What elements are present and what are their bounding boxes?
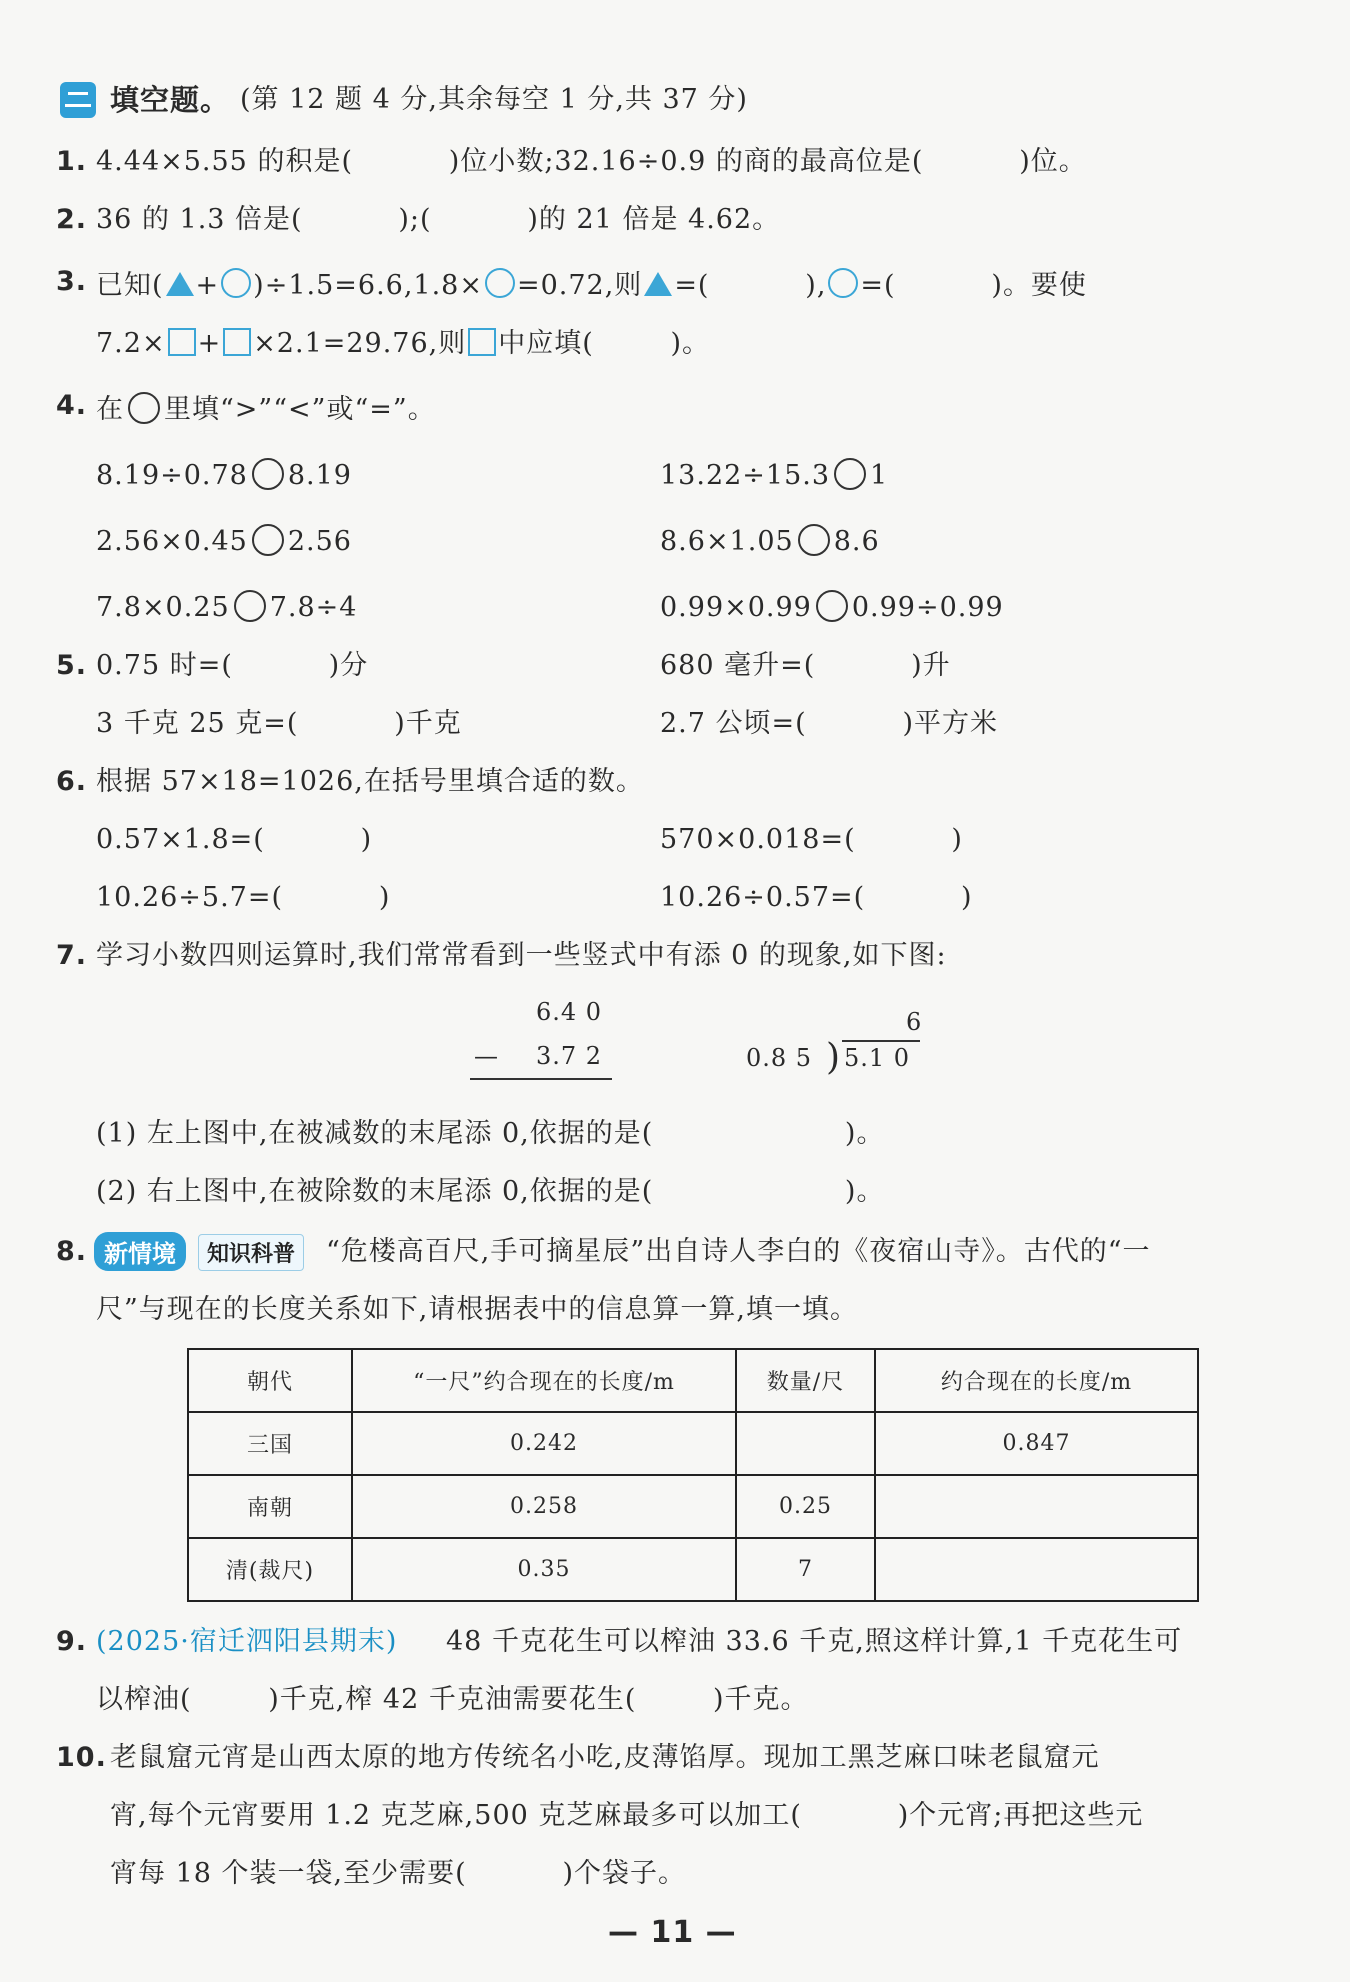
q4-text: 在 里填“>”“<”或“=”。 [96,394,436,425]
division-quotient: 6 [906,1008,923,1036]
q4-item: 0.99×0.99 0.99÷0.99 [660,592,1004,623]
subtraction-rule [470,1078,612,1080]
division-dividend: 5.1 0 [844,1044,911,1072]
q3-line2: 7.2× + ×2.1=29.76,则 中应填( )。 [96,328,710,359]
q5-item: 3 千克 25 克=( )千克 [96,708,462,739]
q4-item: 8.19÷0.78 8.19 [96,460,352,491]
q6-item: 10.26÷0.57=( ) [660,882,973,913]
q6-item: 570×0.018=( ) [660,824,963,855]
square-icon [223,328,251,356]
table-header: 数量/尺 [736,1349,875,1412]
q9-text-line2: 以榨油( )千克,榨 42 千克油需要花生( )千克。 [96,1684,809,1715]
table-cell: 南朝 [188,1475,352,1538]
q6-item: 0.57×1.8=( ) [96,824,373,855]
q5-item: 0.75 时=( )分 [96,650,369,681]
division-bar [842,1040,920,1042]
q9-number: 9. [56,1626,88,1657]
subtraction-minus: — [474,1042,499,1070]
q5-item: 680 毫升=( )升 [660,650,951,681]
table-cell: 0.242 [352,1412,736,1475]
q8-text-line2: 尺”与现在的长度关系如下,请根据表中的信息算一算,填一填。 [96,1294,858,1325]
section-icon [60,82,96,118]
q6-number: 6. [56,766,88,797]
q6-item: 10.26÷5.7=( ) [96,882,391,913]
q10-number: 10. [56,1742,107,1773]
q7-part2: (2) 右上图中,在被除数的末尾添 0,依据的是( )。 [96,1176,885,1207]
table-header: 约合现在的长度/m [875,1349,1198,1412]
q3-line1: 已知( + )÷1.5=6.6,1.8× =0.72,则 =( ), =( )。要使 [96,270,1087,301]
q2-text: 36 的 1.3 倍是( );( )的 21 倍是 4.62。 [96,204,781,235]
q8-number: 8. [56,1236,88,1267]
q5-item: 2.7 公顷=( )平方米 [660,708,999,739]
q4-number: 4. [56,390,88,421]
triangle-icon [166,272,194,296]
q4-item: 2.56×0.45 2.56 [96,526,352,557]
table-cell: 三国 [188,1412,352,1475]
table-row [188,1538,1198,1601]
compare-circle[interactable] [834,458,866,490]
compare-circle[interactable] [252,458,284,490]
table-cell[interactable] [875,1538,1198,1601]
q5-number: 5. [56,650,88,681]
table-cell: 0.258 [352,1475,736,1538]
q1-text: 4.44×5.55 的积是( )位小数;32.16÷0.9 的商的最高位是( )位。 [96,146,1087,177]
science-badge: 知识科普 [198,1234,304,1271]
division-divisor: 0.8 5 [746,1044,813,1072]
table-cell: 0.847 [875,1412,1198,1475]
q8-text-line1: “危楼高百尺,手可摘星辰”出自诗人李白的《夜宿山寺》。古代的“一 [326,1236,1151,1267]
q10-text-line3: 宵每 18 个装一袋,至少需要( )个袋子。 [110,1858,686,1889]
q6-text: 根据 57×18=1026,在括号里填合适的数。 [96,766,644,797]
square-icon [468,328,496,356]
q2-number: 2. [56,204,88,235]
q7-part1: (1) 左上图中,在被减数的末尾添 0,依据的是( )。 [96,1118,885,1149]
q9-source: (2025·宿迁泗阳县期末) [96,1626,398,1657]
circle-icon [828,268,858,298]
new-context-badge: 新情境 [94,1232,186,1271]
division-bracket: ) [826,1037,842,1078]
q4-item: 7.8×0.25 7.8÷4 [96,592,358,623]
table-cell[interactable] [875,1475,1198,1538]
q10-text-line1: 老鼠窟元宵是山西太原的地方传统名小吃,皮薄馅厚。现加工黑芝麻口味老鼠窟元 [110,1742,1100,1773]
compare-circle[interactable] [252,524,284,556]
q7-number: 7. [56,940,88,971]
subtraction-bottom: 3.7 2 [536,1042,603,1070]
table-row [188,1412,1198,1475]
table-header: “一尺”约合现在的长度/m [352,1349,736,1412]
q1-number: 1. [56,146,88,177]
table-cell: 清(裁尺) [188,1538,352,1601]
q10-text-line2: 宵,每个元宵要用 1.2 克芝麻,500 克芝麻最多可以加工( )个元宵;再把这些元 [110,1800,1144,1831]
table-header: 朝代 [188,1349,352,1412]
section-note: (第 12 题 4 分,其余每空 1 分,共 37 分) [240,84,748,115]
table-cell: 7 [736,1538,875,1601]
dynasty-length-table [187,1348,1199,1602]
table-cell: 0.35 [352,1538,736,1601]
square-icon [168,328,196,356]
compare-circle[interactable] [798,524,830,556]
page-number: — 11 — [608,1915,737,1950]
q4-item: 8.6×1.05 8.6 [660,526,880,557]
circle-icon [485,268,515,298]
table-row [188,1475,1198,1538]
compare-circle[interactable] [816,590,848,622]
table-header-row [188,1349,1198,1412]
table-cell[interactable] [736,1412,875,1475]
section-title: 填空题。 [110,83,231,117]
q9-text-line1: 48 千克花生可以榨油 33.6 千克,照这样计算,1 千克花生可 [446,1626,1183,1657]
q7-text: 学习小数四则运算时,我们常常看到一些竖式中有添 0 的现象,如下图: [96,940,947,971]
circle-icon [221,268,251,298]
circle-icon [128,392,160,424]
subtraction-top: 6.4 0 [536,998,603,1026]
table-cell: 0.25 [736,1475,875,1538]
triangle-icon [644,272,672,296]
compare-circle[interactable] [234,590,266,622]
q3-number: 3. [56,266,88,297]
q4-item: 13.22÷15.3 1 [660,460,889,491]
